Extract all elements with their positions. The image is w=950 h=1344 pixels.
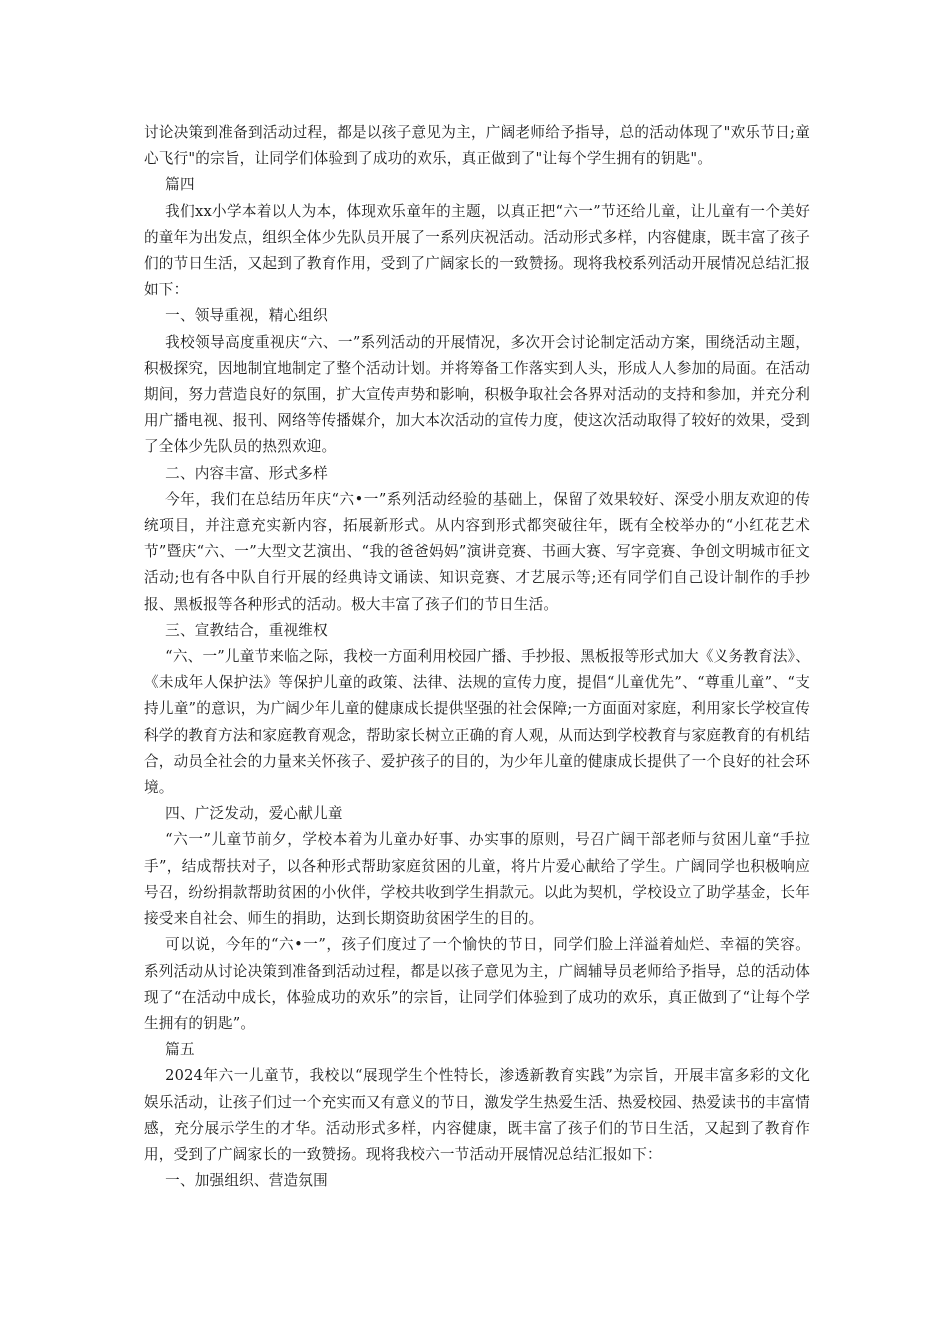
heading-education-rights: 三、宣教结合，重视维权	[165, 621, 328, 639]
paragraph-continuation: 讨论决策到准备到活动过程，都是以孩子意见为主，广阔老师给予指导，总的活动体现了"欢乐节日;童心飞行"的宗旨，让同学们体验到了成功的欢乐，真正做到了"让每个学生拥有的钥匙"。	[144, 124, 810, 168]
paragraph-leadership: 我校领导高度重视庆“六、一”系列活动的开展情况，多次开会讨论制定活动方案，围绕活动主题，积极探究，因地制宜地制定了整个活动计划。并将筹备工作落实到人头，形成人人参加的局面。在活动期间，努力营造良好的氛围，扩大宣传声势和影响，积极争取社会各界对活动的支持和参加，并充分利用广播电视、报刊、网络等传播媒介，加大本次活动的宣传力度，使这次活动取得了较好的效果，受到了全体少先队员的热烈欢迎。	[144, 333, 810, 456]
paragraph-intro-4: 我们xx小学本着以人为本，体现欢乐童年的主题，以真正把“六一”节还给儿童，让儿童有一个美好的童年为出发点，组织全体少先队员开展了一系列庆祝活动。活动形式多样，内容健康，既丰富了孩子们的节日生活，又起到了教育作用，受到了广阔家长的一致赞扬。现将我校系列活动开展情况总结汇报如下：	[144, 202, 810, 299]
paragraph-intro-5: 2024年六一儿童节，我校以“展现学生个性特长，渗透新教育实践”为宗旨，开展丰富多彩的文化娱乐活动，让孩子们过一个充实而又有意义的节日，激发学生热爱生活、热爱校园、热爱读书的丰富情感，充分展示学生的才华。活动形式多样，内容健康，既丰富了孩子们的节日生活，又起到了教育作用，受到了广阔家长的一致赞扬。现将我校六一节活动开展情况总结汇报如下：	[144, 1067, 810, 1163]
paragraph-love-children: “六一”儿童节前夕，学校本着为儿童办好事、办实事的原则，号召广阔干部老师与贫困儿童“手拉手”，结成帮扶对子，以各种形式帮助家庭贫困的儿童，将片片爱心献给了学生。广阔同学也积极响应号召，纷纷捐款帮助贫困的小伙伴，学校共收到学生捐款元。以此为契机，学校设立了助学基金，长年接受来自社会、师生的捐助，达到长期资助贫困学生的目的。	[144, 831, 810, 928]
heading-leadership: 一、领导重视，精心组织	[165, 307, 328, 325]
heading-organize: 一、加强组织、营造氛围	[165, 1172, 328, 1190]
heading-love-children: 四、广泛发动，爱心献儿童	[165, 805, 343, 823]
paragraph-rich-content: 今年，我们在总结历年庆“六•一”系列活动经验的基础上，保留了效果较好、深受小朋友欢迎的传统项目，并注意充实新内容，拓展新形式。从内容到形式都突破往年，既有全校举办的“小红花艺术节”暨庆“六、一”大型文艺演出、“我的爸爸妈妈”演讲竞赛、书画大赛、写字竞赛、争创文明城市征文活动;也有各中队自行开展的经典诗文诵读、知识竞赛、才艺展示等;还有同学们自己设计制作的手抄报、黑板报等各种形式的活动。极大丰富了孩子们的节日生活。	[144, 490, 810, 613]
section-title-pian-si: 篇四	[165, 176, 195, 194]
heading-rich-content: 二、内容丰富、形式多样	[165, 464, 328, 482]
paragraph-education-rights: “六、一”儿童节来临之际，我校一方面利用校园广播、手抄报、黑板报等形式加大《义务教育法》、《未成年人保护法》等保护儿童的政策、法律、法规的宣传力度，提倡“儿童优先”、“尊重儿童”、“支持儿童”的意识，为广阔少年儿童的健康成长提供坚强的社会保障;一方面面对家庭，利用家长学校宣传科学的教育方法和家庭教育观念，帮助家长树立正确的育人观，从而达到学校教育与家庭教育的有机结合，动员全社会的力量来关怀孩子、爱护孩子的目的，为少年儿童的健康成长提供了一个良好的社会环境。	[144, 648, 810, 797]
document-body	[144, 120, 810, 1194]
paragraph-summary-4: 可以说，今年的“六•一”，孩子们度过了一个愉快的节日，同学们脸上洋溢着灿烂、幸福的笑容。系列活动从讨论决策到准备到活动过程，都是以孩子意见为主，广阔辅导员老师给予指导，总的活动体现了“在活动中成长，体验成功的欢乐”的宗旨，让同学们体验到了成功的欢乐，真正做到了“让每个学生拥有的钥匙”。	[144, 936, 810, 1032]
section-title-pian-wu: 篇五	[165, 1041, 195, 1059]
